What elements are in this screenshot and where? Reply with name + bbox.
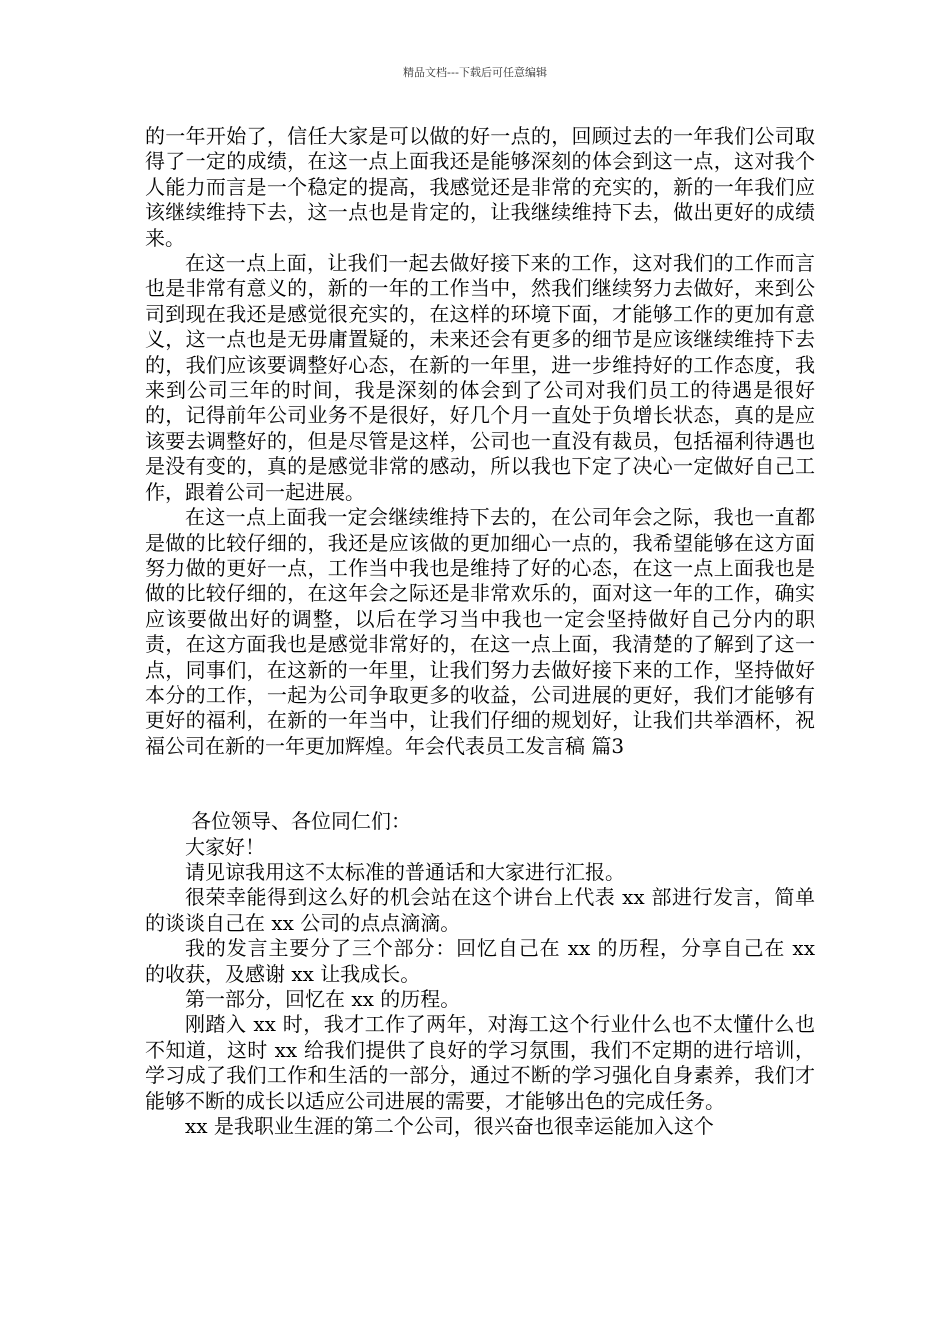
paragraph-2: 在这一点上面，让我们一起去做好接下来的工作，这对我们的工作而言也是非常有意义的，新的一年的工作当中，然我们继续努力去做好，来到公司到现在我还是感觉很充实的，在这样的环境下面，才能够工作的更加有意义，这一点也是无毋庸置疑的，未来还会有更多的细节是应该继续维持下去的，我们应该要调整好心态，在新的一年里，进一步维持好的工作态度，我来到公司三年的时间，我是深刻的体会到了公司对我们员工的待遇是很好的，记得前年公司业务不是很好，好几个月一直处于负增长状态，真的是应该要去调整好的，但是尽管是这样，公司也一直没有裁员，包括福利待遇也是没有变的，真的是感觉非常的感动，所以我也下定了决心一定做好自己工作，跟着公司一起进展。 (145, 251, 815, 504)
speech-line-career: xx 是我职业生涯的第二个公司，很兴奋也很幸运能加入这个 (185, 1114, 714, 1139)
speech-salutation: 各位领导、各位同仁们： (191, 809, 411, 834)
paragraph-3: 在这一点上面我一定会继续维持下去的，在公司年会之际，我也一直都是做的比较仔细的，我还是应该做的更加细心一点的，我希望能够在这方面努力做的更好一点，工作当中我也是维持了好的心态，在这一点上面我也是做的比较仔细的，在这年会之际还是非常欢乐的，面对这一年的工作，确实应该要做出好的调整，以后在学习当中我也一定会坚持做好自己分内的职责，在这方面我也是感觉非常好的，在这一点上面，我清楚的了解到了这一点，同事们，在这新的一年里，让我们努力去做好接下来的工作，坚持做好本分的工作，一起为公司争取更多的收益，公司进展的更好，我们才能够有更好的福利，在新的一年当中，让我们仔细的规划好，让我们共举酒杯，祝福公司在新的一年更加辉煌。年会代表员工发言稿 篇3 (145, 505, 815, 758)
paragraph-spacer (145, 759, 815, 809)
speech-line-history: 刚踏入 xx 时，我才工作了两年，对海工这个行业什么也不太懂什么也不知道，这时 xx 给我们提供了良好的学习氛围，我们不定期的进行培训，学习成了我们工作和生活的一部分，通过不断的学习强化自身素养，我们才能够不断的成长以适应公司进展的需要，才能够出色的完成任务。 (145, 1012, 815, 1113)
speech-line-outline: 我的发言主要分了三个部分：回忆自己在 xx 的历程，分享自己在 xx 的收获，及感谢 xx 让我成长。 (145, 936, 815, 986)
document-body (145, 124, 815, 1139)
speech-line-part-one: 第一部分，回忆在 xx 的历程。 (185, 987, 461, 1011)
speech-line-honor: 很荣幸能得到这么好的机会站在这个讲台上代表 xx 部进行发言，简单的谈谈自己在 xx 公司的点点滴滴。 (145, 885, 815, 935)
speech-greeting: 大家好！ (185, 834, 265, 859)
paragraph-1: 的一年开始了，信任大家是可以做的好一点的，回顾过去的一年我们公司取得了一定的成绩，在这一点上面我还是能够深刻的体会到这一点，这对我个人能力而言是一个稳定的提高，我感觉还是非常的充实的，新的一年我们应该继续维持下去，这一点也是肯定的，让我继续维持下去，做出更好的成绩来。 (145, 124, 815, 250)
speech-line-apology: 请见谅我用这不太标准的普通话和大家进行汇报。 (185, 859, 625, 884)
page-header: 精品文档---下载后可任意编辑 (403, 66, 547, 79)
